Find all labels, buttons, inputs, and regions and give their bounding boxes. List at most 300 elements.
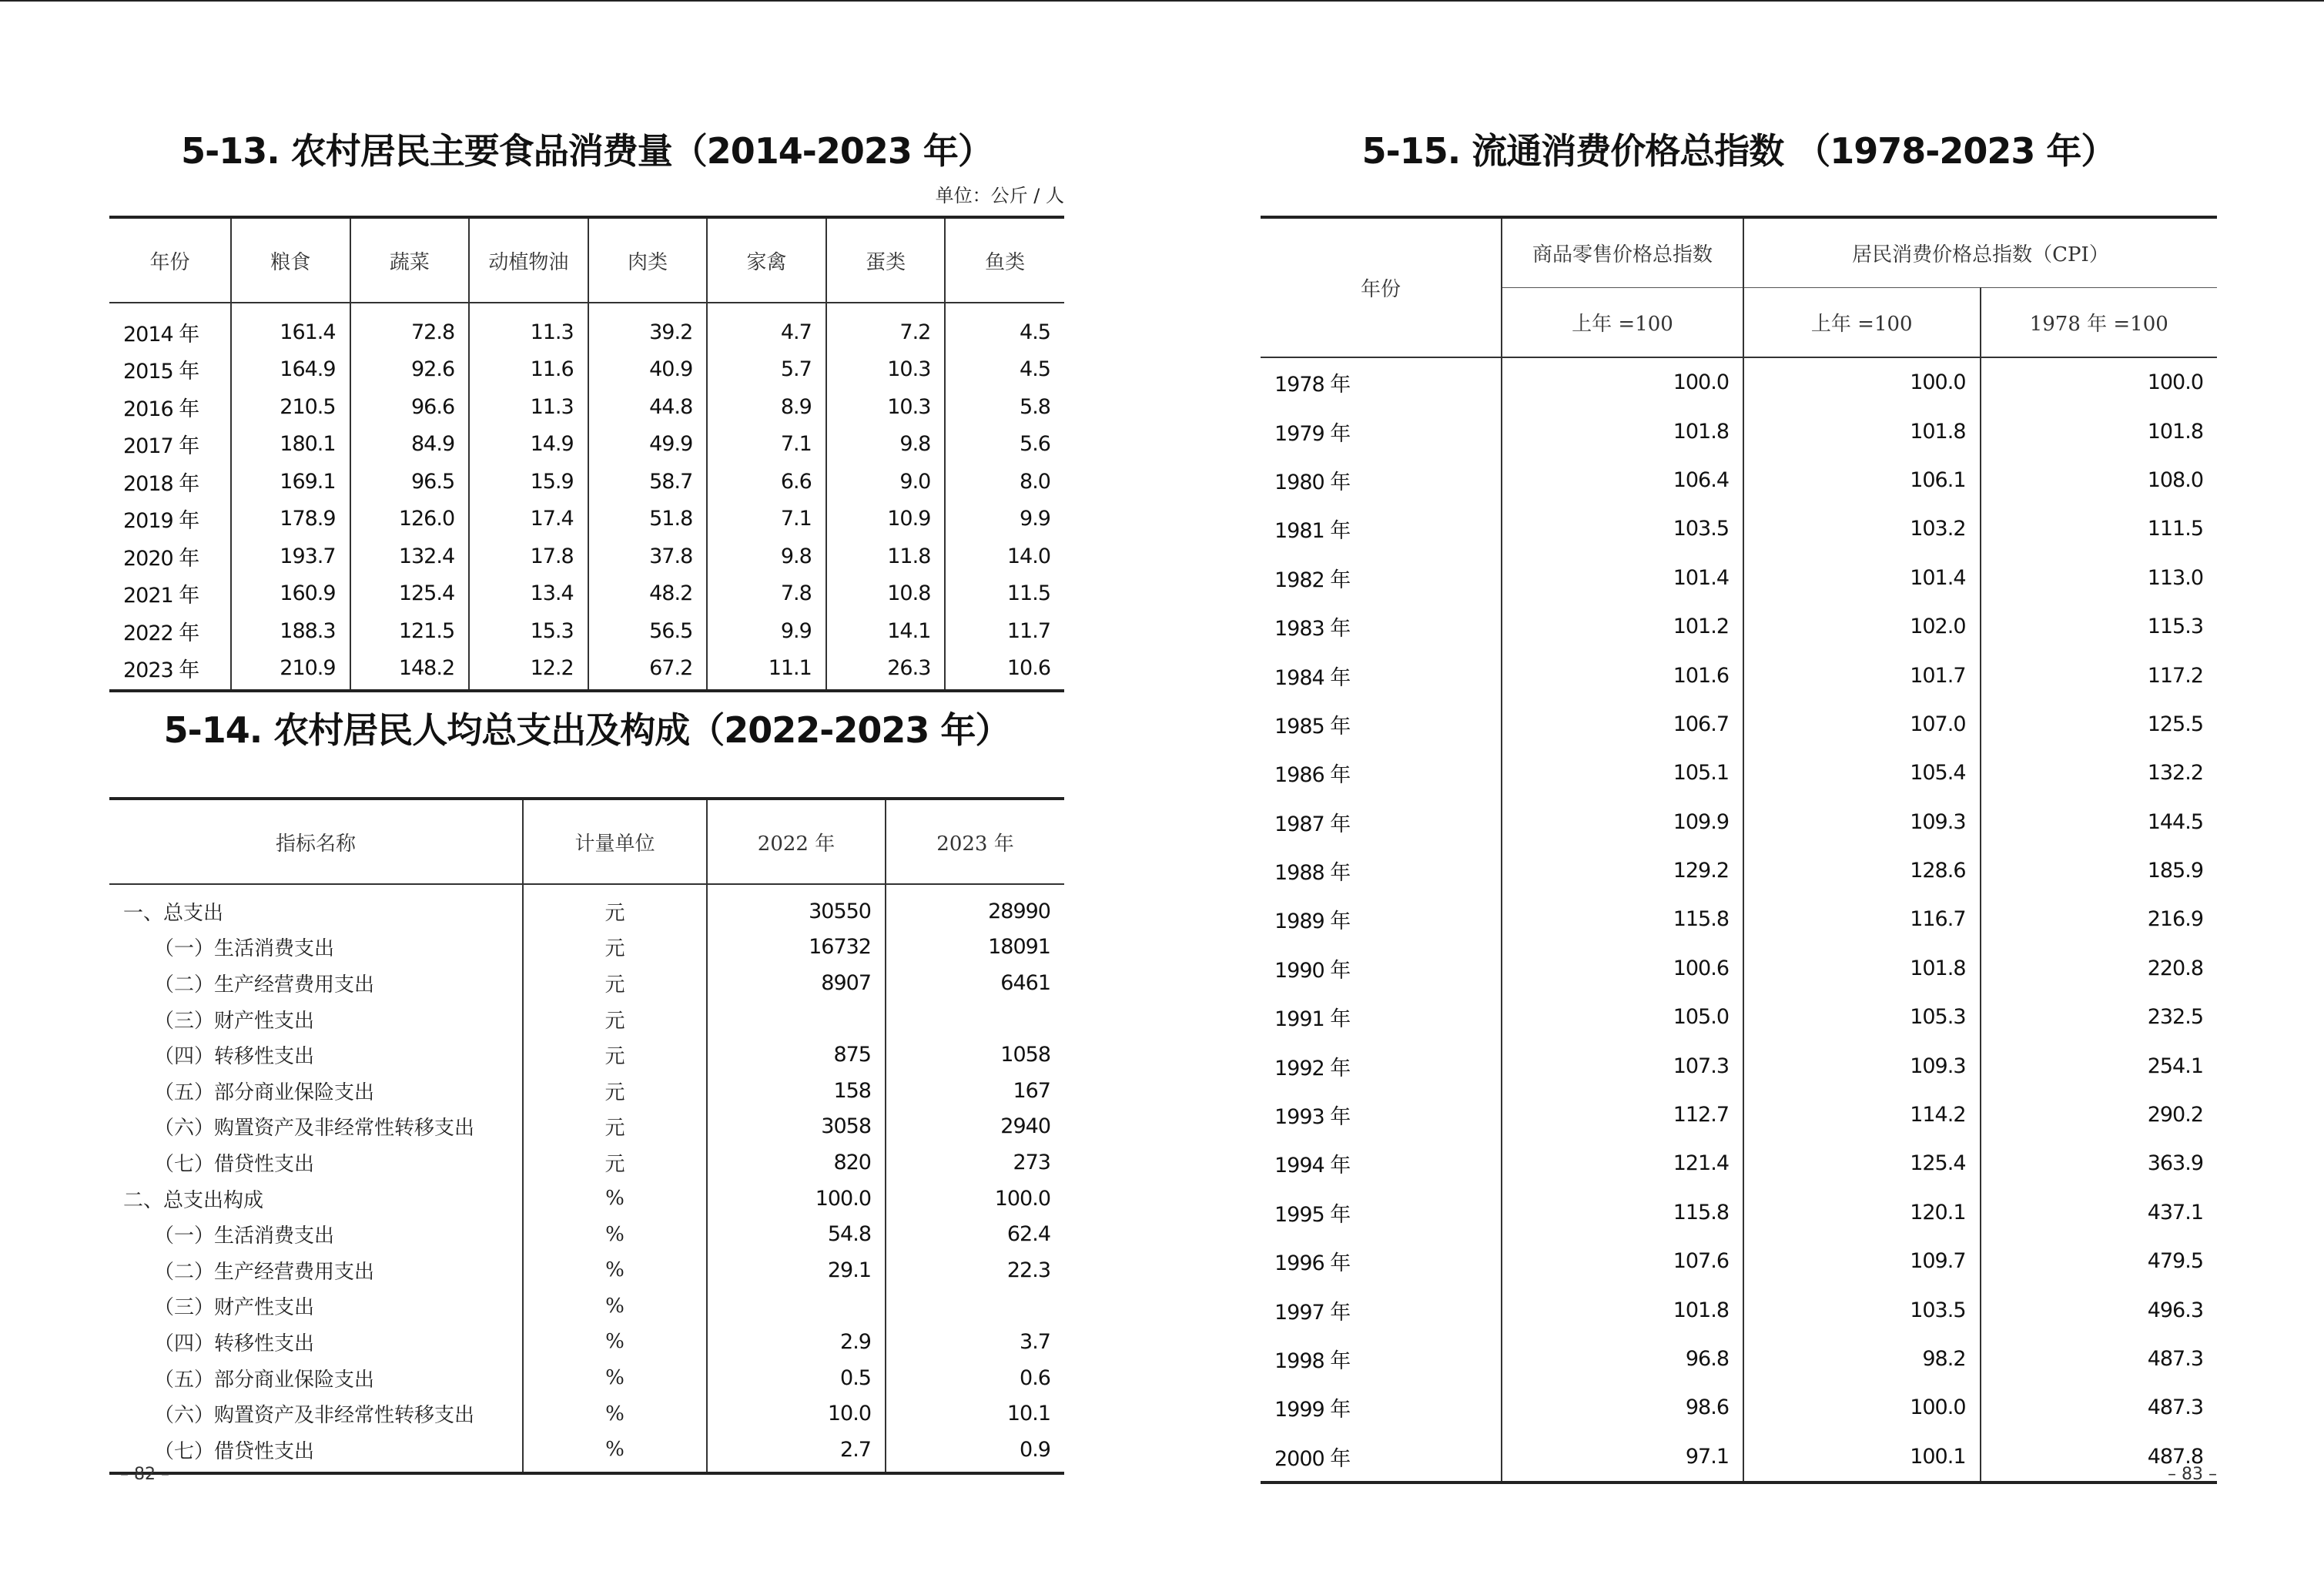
value-cell: 100.0 [1502,357,1743,407]
table-row [109,930,1064,966]
value-cell: 363.9 [1981,1139,2218,1188]
value-cell: 105.4 [1743,749,1981,797]
value-cell: 820 [707,1144,886,1181]
value-cell: 161.4 [231,303,350,351]
value-cell: 102.0 [1743,602,1981,651]
indicator-name-cell: 二、总支出构成 [123,1188,264,1212]
value-cell: 7.2 [826,303,946,351]
table-row [109,1395,1064,1432]
indicator-name-cell: （六）购置资产及非经常性转移支出 [154,1404,475,1428]
table-row [1261,944,2217,993]
unit-cell: % [523,1395,707,1432]
value-cell: 109.3 [1743,798,1981,846]
year-cell: 2022 年 [123,621,199,645]
table-5-14-title: 5-14. 农村居民人均总支出及构成（2022-2023 年） [163,709,1010,751]
value-cell: 125.4 [1743,1139,1981,1188]
value-cell: 51.8 [588,501,708,538]
table-row [1261,1335,2217,1383]
value-cell: 479.5 [1981,1237,2218,1285]
table-row [1261,700,2217,749]
table-row [1261,798,2217,846]
table-row [1261,1139,2217,1188]
value-cell: 116.7 [1743,895,1981,943]
unit-cell: 元 [523,1144,707,1181]
value-cell: 128.6 [1743,846,1981,895]
value-cell: 210.9 [231,650,350,692]
value-cell: 49.9 [588,426,708,464]
value-cell: 10.8 [826,575,946,613]
value-cell: 216.9 [1981,895,2218,943]
value-cell: 121.4 [1502,1139,1743,1188]
value-cell: 101.8 [1743,944,1981,993]
value-cell [707,1288,886,1325]
indicator-name-cell: （二）生产经营费用支出 [154,1260,375,1284]
year-cell: 1995 年 [1274,1202,1351,1227]
value-cell: 30550 [707,884,886,930]
year-cell: 1979 年 [1274,421,1351,446]
value-cell: 96.5 [350,463,470,501]
table-row [1261,1090,2217,1139]
header-cell: 粮食 [231,217,350,303]
indicator-name-cell: （一）生活消费支出 [154,937,335,961]
table-row [1261,1188,2217,1237]
value-cell: 10.0 [707,1395,886,1432]
value-cell: 125.5 [1981,700,2218,749]
value-cell: 101.8 [1743,407,1981,455]
value-cell: 178.9 [231,501,350,538]
table-5-13-unit-note: 单位：公斤 / 人 [935,185,1064,206]
table-row [1261,357,2217,407]
value-cell: 101.4 [1502,554,1743,602]
value-cell: 148.2 [350,650,470,692]
value-cell [886,1001,1064,1037]
left-page [109,0,1064,1588]
year-cell: 2018 年 [123,471,199,496]
unit-cell: 元 [523,884,707,930]
indicator-name-cell: 一、总支出 [123,901,224,925]
value-cell: 132.2 [1981,749,2218,797]
value-cell: 97.1 [1502,1432,1743,1482]
value-cell: 109.9 [1502,798,1743,846]
year-cell: 2017 年 [123,434,199,459]
value-cell: 132.4 [350,538,470,575]
value-cell: 10.6 [945,650,1064,692]
value-cell: 84.9 [350,426,470,464]
unit-cell: 元 [523,1001,707,1037]
value-cell: 2.7 [707,1432,886,1473]
header-cell: 2022 年 [707,799,886,884]
value-cell: 39.2 [588,303,708,351]
table-row [109,1432,1064,1473]
value-cell: 14.9 [469,426,588,464]
indicator-name-cell: （七）借贷性支出 [154,1439,315,1463]
header-cell: 肉类 [588,217,708,303]
table-row [1261,504,2217,553]
table-row [109,463,1064,501]
table-row [109,965,1064,1001]
unit-cell: % [523,1432,707,1473]
header-cell-cpi: 居民消费价格总指数（CPI） [1743,217,2217,288]
value-cell: 107.3 [1502,1041,1743,1090]
value-cell: 72.8 [350,303,470,351]
table-row [1261,1041,2217,1090]
value-cell: 100.0 [707,1181,886,1217]
table-row [1261,651,2217,699]
table-row [1261,407,2217,455]
value-cell: 129.2 [1502,846,1743,895]
table-row [1261,749,2217,797]
right-page [1261,0,2217,1588]
value-cell: 11.5 [945,575,1064,613]
value-cell: 4.7 [707,303,826,351]
table-row [1261,554,2217,602]
value-cell: 193.7 [231,538,350,575]
value-cell: 111.5 [1981,504,2218,553]
value-cell: 3058 [707,1109,886,1145]
value-cell: 15.3 [469,612,588,650]
table-5-13 [109,216,1064,692]
value-cell: 9.8 [707,538,826,575]
year-cell: 2000 年 [1274,1446,1351,1471]
value-cell: 487.3 [1981,1335,2218,1383]
value-cell: 92.6 [350,351,470,389]
year-cell: 2021 年 [123,584,199,608]
unit-cell: % [523,1360,707,1396]
value-cell: 101.8 [1502,407,1743,455]
value-cell: 188.3 [231,612,350,650]
value-cell: 117.2 [1981,651,2218,699]
unit-cell: % [523,1216,707,1252]
table-row [1261,846,2217,895]
value-cell: 100.0 [886,1181,1064,1217]
indicator-name-cell: （三）财产性支出 [154,1296,315,1320]
value-cell: 62.4 [886,1216,1064,1252]
value-cell: 101.4 [1743,554,1981,602]
table-row [109,1216,1064,1252]
table-5-15-title: 5-15. 流通消费价格总指数 （1978-2023 年） [1361,130,2116,172]
value-cell: 232.5 [1981,993,2218,1041]
year-cell: 1978 年 [1274,373,1351,397]
year-cell: 2016 年 [123,397,199,421]
value-cell: 160.9 [231,575,350,613]
value-cell: 101.8 [1502,1285,1743,1334]
value-cell: 5.7 [707,351,826,389]
table-row [1261,1285,2217,1334]
table-5-15-header-row [1261,217,2217,288]
table-row [109,1252,1064,1288]
year-cell: 1997 年 [1274,1300,1351,1325]
table-row [109,388,1064,426]
unit-cell: 元 [523,1073,707,1109]
year-cell: 1980 年 [1274,470,1351,494]
value-cell: 11.3 [469,388,588,426]
year-cell: 1988 年 [1274,861,1351,886]
value-cell: 107.0 [1743,700,1981,749]
value-cell: 98.6 [1502,1383,1743,1432]
table-5-13-body [109,303,1064,691]
value-cell: 14.0 [945,538,1064,575]
table-row [109,1001,1064,1037]
value-cell: 44.8 [588,388,708,426]
year-cell: 1989 年 [1274,910,1351,934]
table-row [109,538,1064,575]
year-cell: 2019 年 [123,509,199,534]
table-row [109,426,1064,464]
value-cell: 109.3 [1743,1041,1981,1090]
value-cell: 115.3 [1981,602,2218,651]
value-cell: 105.3 [1743,993,1981,1041]
value-cell: 12.2 [469,650,588,692]
indicator-name-cell: （四）转移性支出 [154,1045,315,1069]
value-cell: 96.8 [1502,1335,1743,1383]
table-5-15 [1261,216,2217,1484]
year-cell: 1987 年 [1274,812,1351,836]
value-cell: 108.0 [1981,456,2218,504]
header-cell-year: 年份 [1261,217,1502,357]
table-row [1261,895,2217,943]
header-cell: 鱼类 [945,217,1064,303]
table-row [109,501,1064,538]
unit-cell: % [523,1181,707,1217]
value-cell: 115.8 [1502,895,1743,943]
value-cell: 273 [886,1144,1064,1181]
value-cell: 126.0 [350,501,470,538]
table-row [109,303,1064,351]
value-cell: 22.3 [886,1252,1064,1288]
value-cell: 144.5 [1981,798,2218,846]
value-cell: 487.3 [1981,1383,2218,1432]
value-cell: 29.1 [707,1252,886,1288]
value-cell: 8.0 [945,463,1064,501]
value-cell: 1058 [886,1037,1064,1073]
page-number-left: – 82 – [120,1465,169,1484]
table-row [109,1181,1064,1217]
value-cell: 105.1 [1502,749,1743,797]
value-cell: 106.7 [1502,700,1743,749]
value-cell: 101.8 [1981,407,2218,455]
table-row [1261,1237,2217,1285]
year-cell: 2015 年 [123,360,199,384]
value-cell: 103.2 [1743,504,1981,553]
header-cell: 2023 年 [886,799,1064,884]
value-cell: 112.7 [1502,1090,1743,1139]
value-cell: 96.6 [350,388,470,426]
value-cell: 103.5 [1743,1285,1981,1334]
table-5-14 [109,797,1064,1475]
value-cell: 167 [886,1073,1064,1109]
value-cell: 0.5 [707,1360,886,1396]
value-cell: 101.6 [1502,651,1743,699]
header-cell: 计量单位 [523,799,707,884]
value-cell: 121.5 [350,612,470,650]
value-cell: 114.2 [1743,1090,1981,1139]
value-cell: 10.3 [826,351,946,389]
table-row [109,1073,1064,1109]
value-cell: 105.0 [1502,993,1743,1041]
value-cell: 58.7 [588,463,708,501]
unit-cell: % [523,1324,707,1360]
year-cell: 2020 年 [123,546,199,571]
year-cell: 1982 年 [1274,568,1351,592]
value-cell: 100.0 [1743,1383,1981,1432]
table-row [1261,993,2217,1041]
value-cell: 125.4 [350,575,470,613]
table-5-14-header-row [109,799,1064,884]
unit-cell: 元 [523,1109,707,1145]
value-cell: 37.8 [588,538,708,575]
table-row [109,1037,1064,1073]
value-cell: 109.7 [1743,1237,1981,1285]
subheader-cell: 上年 =100 [1743,288,1981,358]
value-cell: 11.1 [707,650,826,692]
table-row [109,884,1064,930]
value-cell: 15.9 [469,463,588,501]
value-cell: 220.8 [1981,944,2218,993]
header-cell: 蔬菜 [350,217,470,303]
value-cell: 67.2 [588,650,708,692]
value-cell: 7.8 [707,575,826,613]
value-cell: 4.5 [945,303,1064,351]
table-row [109,1288,1064,1325]
value-cell: 180.1 [231,426,350,464]
subheader-cell: 1978 年 =100 [1981,288,2218,358]
unit-cell: % [523,1252,707,1288]
table-row [1261,456,2217,504]
value-cell: 487.8 [1981,1432,2218,1482]
value-cell: 14.1 [826,612,946,650]
table-row [1261,1383,2217,1432]
header-cell: 指标名称 [275,832,356,856]
value-cell: 106.4 [1502,456,1743,504]
year-cell: 1986 年 [1274,763,1351,788]
value-cell: 48.2 [588,575,708,613]
year-cell: 1983 年 [1274,617,1351,642]
value-cell: 254.1 [1981,1041,2218,1090]
value-cell: 169.1 [231,463,350,501]
table-row [109,612,1064,650]
header-cell: 年份 [149,250,190,274]
value-cell: 11.3 [469,303,588,351]
indicator-name-cell: （六）购置资产及非经常性转移支出 [154,1117,475,1141]
value-cell: 0.9 [886,1432,1064,1473]
year-cell: 1996 年 [1274,1251,1351,1276]
value-cell: 13.4 [469,575,588,613]
value-cell: 100.0 [1743,357,1981,407]
value-cell: 496.3 [1981,1285,2218,1334]
value-cell [707,1001,886,1037]
value-cell: 437.1 [1981,1188,2218,1237]
unit-cell: 元 [523,965,707,1001]
year-cell: 1990 年 [1274,958,1351,983]
table-5-14-body [109,884,1064,1473]
year-cell: 1998 年 [1274,1349,1351,1373]
value-cell: 107.6 [1502,1237,1743,1285]
unit-cell: 元 [523,1037,707,1073]
year-cell: 2023 年 [123,658,199,683]
header-cell: 动植物油 [469,217,588,303]
year-cell: 1994 年 [1274,1154,1351,1178]
value-cell: 10.1 [886,1395,1064,1432]
header-cell: 蛋类 [826,217,946,303]
value-cell: 9.8 [826,426,946,464]
value-cell: 28990 [886,884,1064,930]
value-cell: 101.7 [1743,651,1981,699]
value-cell: 54.8 [707,1216,886,1252]
value-cell: 9.9 [707,612,826,650]
value-cell: 0.6 [886,1360,1064,1396]
year-cell: 1999 年 [1274,1398,1351,1422]
indicator-name-cell: （四）转移性支出 [154,1332,315,1355]
value-cell: 98.2 [1743,1335,1981,1383]
value-cell: 17.8 [469,538,588,575]
indicator-name-cell: （七）借贷性支出 [154,1152,315,1176]
table-5-13-title: 5-13. 农村居民主要食品消费量（2014-2023 年） [181,130,993,172]
value-cell: 4.5 [945,351,1064,389]
value-cell: 11.8 [826,538,946,575]
value-cell: 113.0 [1981,554,2218,602]
value-cell: 164.9 [231,351,350,389]
table-row [1261,602,2217,651]
value-cell: 2940 [886,1109,1064,1145]
value-cell: 11.6 [469,351,588,389]
table-row [109,1144,1064,1181]
value-cell [886,1288,1064,1325]
table-row [109,1109,1064,1145]
value-cell: 16732 [707,930,886,966]
table-row [109,1324,1064,1360]
value-cell: 5.8 [945,388,1064,426]
value-cell: 106.1 [1743,456,1981,504]
value-cell: 100.6 [1502,944,1743,993]
unit-cell: % [523,1288,707,1325]
header-cell-retail: 商品零售价格总指数 [1502,217,1743,288]
value-cell: 120.1 [1743,1188,1981,1237]
header-cell: 家禽 [707,217,826,303]
value-cell: 103.5 [1502,504,1743,553]
value-cell: 11.7 [945,612,1064,650]
table-5-15-body [1261,357,2217,1482]
value-cell: 8.9 [707,388,826,426]
year-cell: 1993 年 [1274,1105,1351,1130]
year-cell: 1984 年 [1274,665,1351,690]
table-row [109,650,1064,692]
value-cell: 7.1 [707,501,826,538]
value-cell: 18091 [886,930,1064,966]
table-row [109,575,1064,613]
value-cell: 17.4 [469,501,588,538]
value-cell: 7.1 [707,426,826,464]
value-cell: 10.3 [826,388,946,426]
value-cell: 10.9 [826,501,946,538]
table-row [109,1360,1064,1396]
value-cell: 40.9 [588,351,708,389]
value-cell: 5.6 [945,426,1064,464]
value-cell: 101.2 [1502,602,1743,651]
year-cell: 1992 年 [1274,1056,1351,1080]
value-cell: 3.7 [886,1324,1064,1360]
value-cell: 6.6 [707,463,826,501]
value-cell: 9.0 [826,463,946,501]
value-cell: 2.9 [707,1324,886,1360]
subheader-cell: 上年 =100 [1502,288,1743,358]
value-cell: 56.5 [588,612,708,650]
value-cell: 875 [707,1037,886,1073]
value-cell: 100.0 [1981,357,2218,407]
indicator-name-cell: （五）部分商业保险支出 [154,1080,375,1104]
value-cell: 26.3 [826,650,946,692]
year-cell: 1985 年 [1274,714,1351,739]
table-row [109,351,1064,389]
